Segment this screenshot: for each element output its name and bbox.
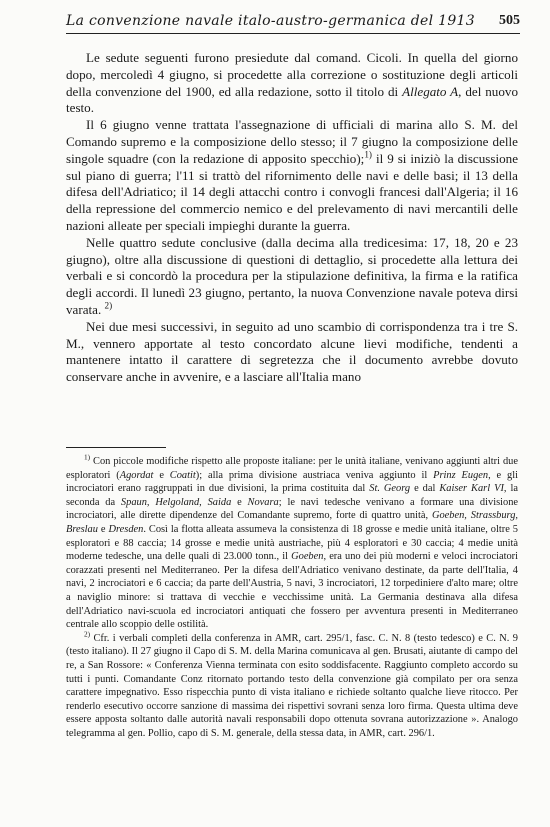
page-header [66, 11, 520, 34]
allegato-a: Allegato A [402, 83, 459, 99]
footnote-1-mark: 1) [84, 453, 91, 462]
footnote-ref-2[interactable]: 2) [104, 300, 113, 311]
page-number: 505 [499, 13, 520, 28]
paragraph-4: Nei due mesi successivi, in seguito ad uno scambio di corrispondenza tra i tre S. M., vennero apportate al testo concordato alcune lievi modifiche, tendenti a mantenere intatto il carattere di segretezza che il documento avrebbe dovuto conservare anche in avvenire, e a lasciare all'Italia mano [66, 318, 518, 385]
running-title: La convenzione navale italo-austro-germanica del 1913 [66, 13, 475, 29]
body-text [66, 50, 518, 386]
paragraph-2: Il 6 giugno venne trattata l'assegnazione di ufficiali di marina allo S. M. del Comando supremo e la composizione dello stesso; il 7 giugno la composizione delle singole squadre (con la redazione di apposito specchio);$^{1)}$ il 9 si iniziò la discussione sul piano di guerra; l'11 si trattò del rifornimento delle navi e delle basi; il 13 della difesa dell'Adriatico; il 14 degli attacchi contro i convogli francesi dall'Algeria; il 16 della repressione del commercio nemico e del prelevamento di navi mercantili delle nazioni alleate per speciali impieghi durante la guerra. [66, 117, 519, 233]
footnotes [66, 455, 518, 740]
footnote-rule [66, 447, 166, 448]
paragraph-3: Nelle quattro sedute conclusive (dalla decima alla tredicesima: 17, 18, 20 e 23 giugno), oltre alla discussione di questioni di dettaglio, si procedette alla lettura dei verbali e si concordò la procedura per la stipulazione definitiva, la firma e la ratifica degli accordi. Il lunedì 23 giugno, pertanto, la nuova Convenzione navale poteva dirsi varata. $^{2)}$ [66, 234, 518, 317]
paragraph-1: Le sedute seguenti furono presiedute dal comand. Cicoli. In quella del giorno dopo, mercoledì 4 giugno, si procedette alla correzione o sostituzione degli articoli della convenzione del 1900, ed alla redazione, sotto il titolo di Allegato A, del nuovo testo. [66, 50, 518, 116]
footnote-2: $^{2)}$ Cfr. i verbali completi della conferenza in AMR, cart. 295/1, fasc. C. N. 8 (testo tedesco) e C. N. 9 (testo italiano). Il 27 giugno il Capo di S. M. della Marina comunicava al gen. Brusati, aiutante di campo del re, a San Rossore: « Conferenza Vienna terminata con esito soddisfacente. Raggiunto completo accordo su tutti i punti. Comandante Conz ritornato portando testo della convenzione già compilato per ora senza carattere impegnativo. Esso rispecchia punto di vista italiano e richiede soltanto qualche lieve ritocco. Per renderlo esecutivo occorre sanzione di massima dei rispettivi sovrani senza loro firma. Questa ultima deve essere apposta soltanto dalle autorità navali responsabili dopo ottenuta sovrana autorizzazione ». Analogo telegramma al gen. Pollio, capo di S. M. generale, della stessa data, in AMR, cart. 296/1. [66, 630, 518, 739]
footnote-2-mark: 2) [84, 630, 91, 639]
footnote-1: $^{1)}$ Con piccole modifiche rispetto alle proposte italiane: per le unità italiane, venivano aggiunti altri due esploratori (Agordat e Coatit); alla prima divisione austriaca veniva aggiunto il Prinz Eugen, e gli incrociatori erano raggruppati in due divisioni, la prima costituita dal St. Georg e dal Kaiser Karl VI, la seconda da Spaun, Helgoland, Saida e Novara; le navi tedesche venivano a formare una divisione incrociatori, alle dirette dipendenze del Comandante supremo, forte di quattro unità, Goeben, Strassburg, Breslau e Dresden. Così la flotta alleata assumeva la consistenza di 18 grosse e medie unità italiane, oltre 5 esploratori e 88 caccia; 14 grosse e medie unità austriache, più 4 esploratori e 30 caccia; 4 medie unità moderne tedesche, una delle quali di 23.000 tonn., il Goeben, era uno dei più moderni e veloci incrociatori corazzati presenti nel Mediterraneo. Per la difesa dell'Adriatico venivano destinate, da parte dell'Italia, 4 navi, 2 incrociatori e 6 caccia; da parte dell'Austria, 5 navi, 3 incrociatori, 12 torpediniere d'alto mare; oltre a naviglio minore: si trattava di vecchie e vecchissime unità. La Germania destinava alla difesa dell'Adriatico navi-scuola ed incrociatori antiquati che fossero per avventura presenti in Mediterraneo centrale allo scoppio delle ostilità. [66, 453, 519, 631]
footnote-ref-1[interactable]: 1) [364, 149, 372, 160]
